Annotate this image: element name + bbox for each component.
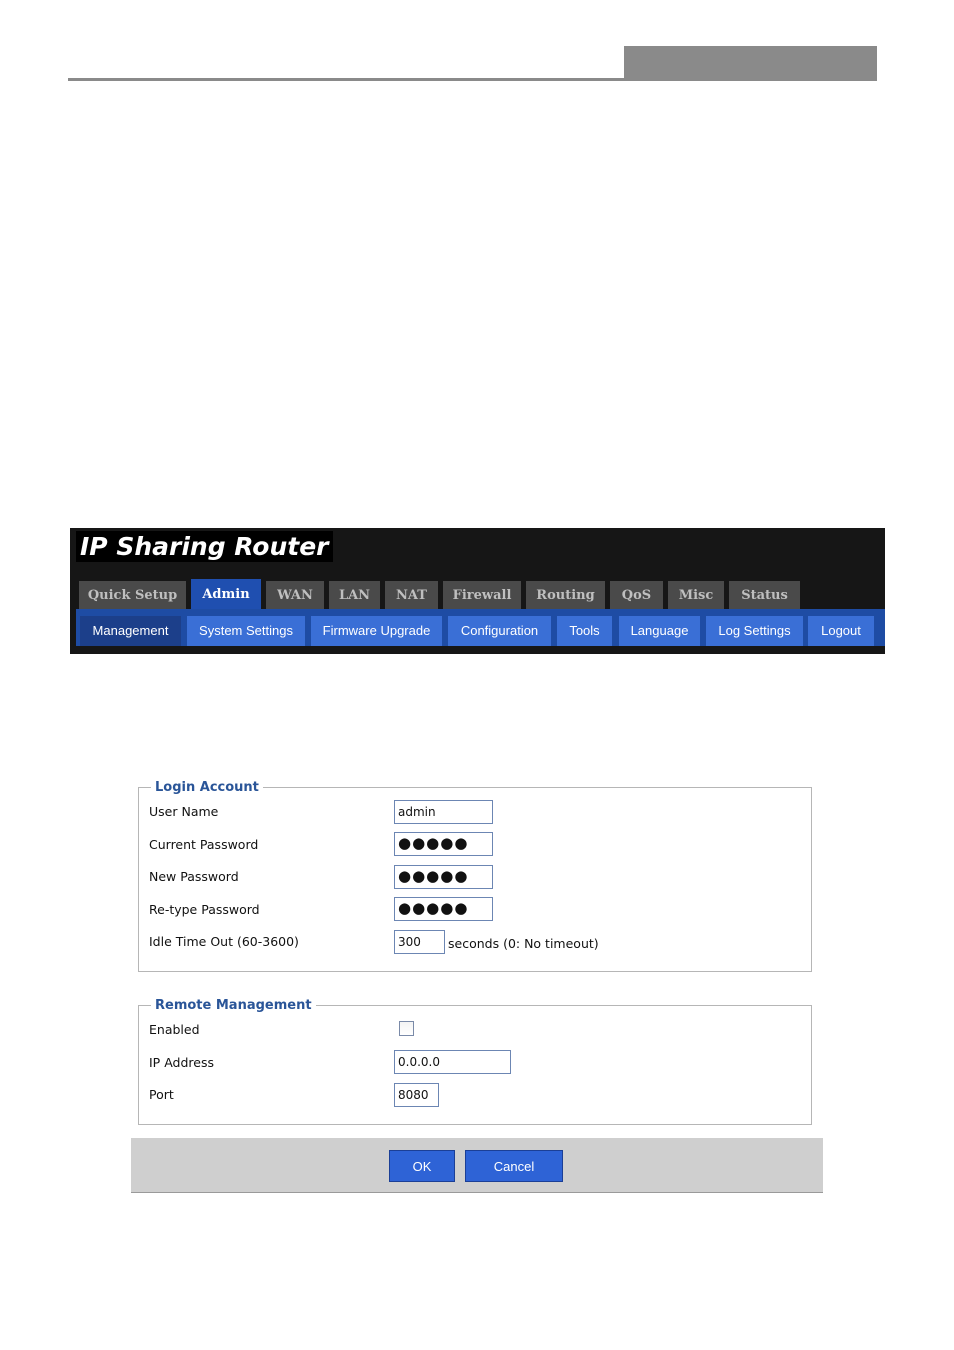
subtab-language[interactable]: Language (619, 616, 700, 646)
page-header-rule (68, 78, 877, 81)
remote-management-legend: Remote Management (155, 998, 312, 1013)
tab-admin[interactable]: Admin (191, 579, 261, 610)
tab-misc[interactable]: Misc (668, 581, 724, 610)
current-password-label: Current Password (149, 837, 259, 852)
retype-password-input[interactable]: ●●●●● (394, 897, 493, 921)
subtab-log-settings[interactable]: Log Settings (706, 616, 803, 646)
port-input[interactable]: 8080 (394, 1083, 439, 1107)
tab-quick-setup[interactable]: Quick Setup (79, 581, 186, 610)
cancel-button[interactable]: Cancel (465, 1150, 563, 1182)
page-header-tab (624, 46, 877, 81)
subtab-system-settings[interactable]: System Settings (187, 616, 305, 646)
banner-edge (70, 609, 76, 654)
new-password-label: New Password (149, 869, 239, 884)
tab-status[interactable]: Status (729, 581, 800, 610)
retype-password-label: Re-type Password (149, 902, 260, 917)
current-password-input[interactable]: ●●●●● (394, 832, 493, 856)
idle-timeout-input[interactable]: 300 (394, 930, 445, 954)
subtab-configuration[interactable]: Configuration (448, 616, 551, 646)
subtab-firmware-upgrade[interactable]: Firmware Upgrade (311, 616, 442, 646)
subtab-management[interactable]: Management (80, 616, 181, 646)
user-name-label: User Name (149, 804, 219, 819)
tab-routing[interactable]: Routing (526, 581, 605, 610)
ip-address-input[interactable]: 0.0.0.0 (394, 1050, 511, 1074)
new-password-input[interactable]: ●●●●● (394, 865, 493, 889)
port-label: Port (149, 1087, 174, 1102)
idle-timeout-label: Idle Time Out (60-3600) (149, 934, 299, 949)
router-title: IP Sharing Router (76, 531, 333, 562)
tab-lan[interactable]: LAN (329, 581, 380, 610)
tab-firewall[interactable]: Firewall (443, 581, 521, 610)
enabled-checkbox[interactable] (399, 1021, 414, 1036)
subtab-logout[interactable]: Logout (808, 616, 874, 646)
subtab-tools[interactable]: Tools (557, 616, 612, 646)
login-account-legend: Login Account (155, 780, 259, 795)
user-name-input[interactable]: admin (394, 800, 493, 824)
ok-button[interactable]: OK (389, 1150, 455, 1182)
tab-wan[interactable]: WAN (266, 581, 324, 610)
tab-qos[interactable]: QoS (610, 581, 663, 610)
tab-nat[interactable]: NAT (385, 581, 438, 610)
ip-address-label: IP Address (149, 1055, 214, 1070)
enabled-label: Enabled (149, 1022, 200, 1037)
idle-timeout-hint: seconds (0: No timeout) (448, 936, 599, 951)
